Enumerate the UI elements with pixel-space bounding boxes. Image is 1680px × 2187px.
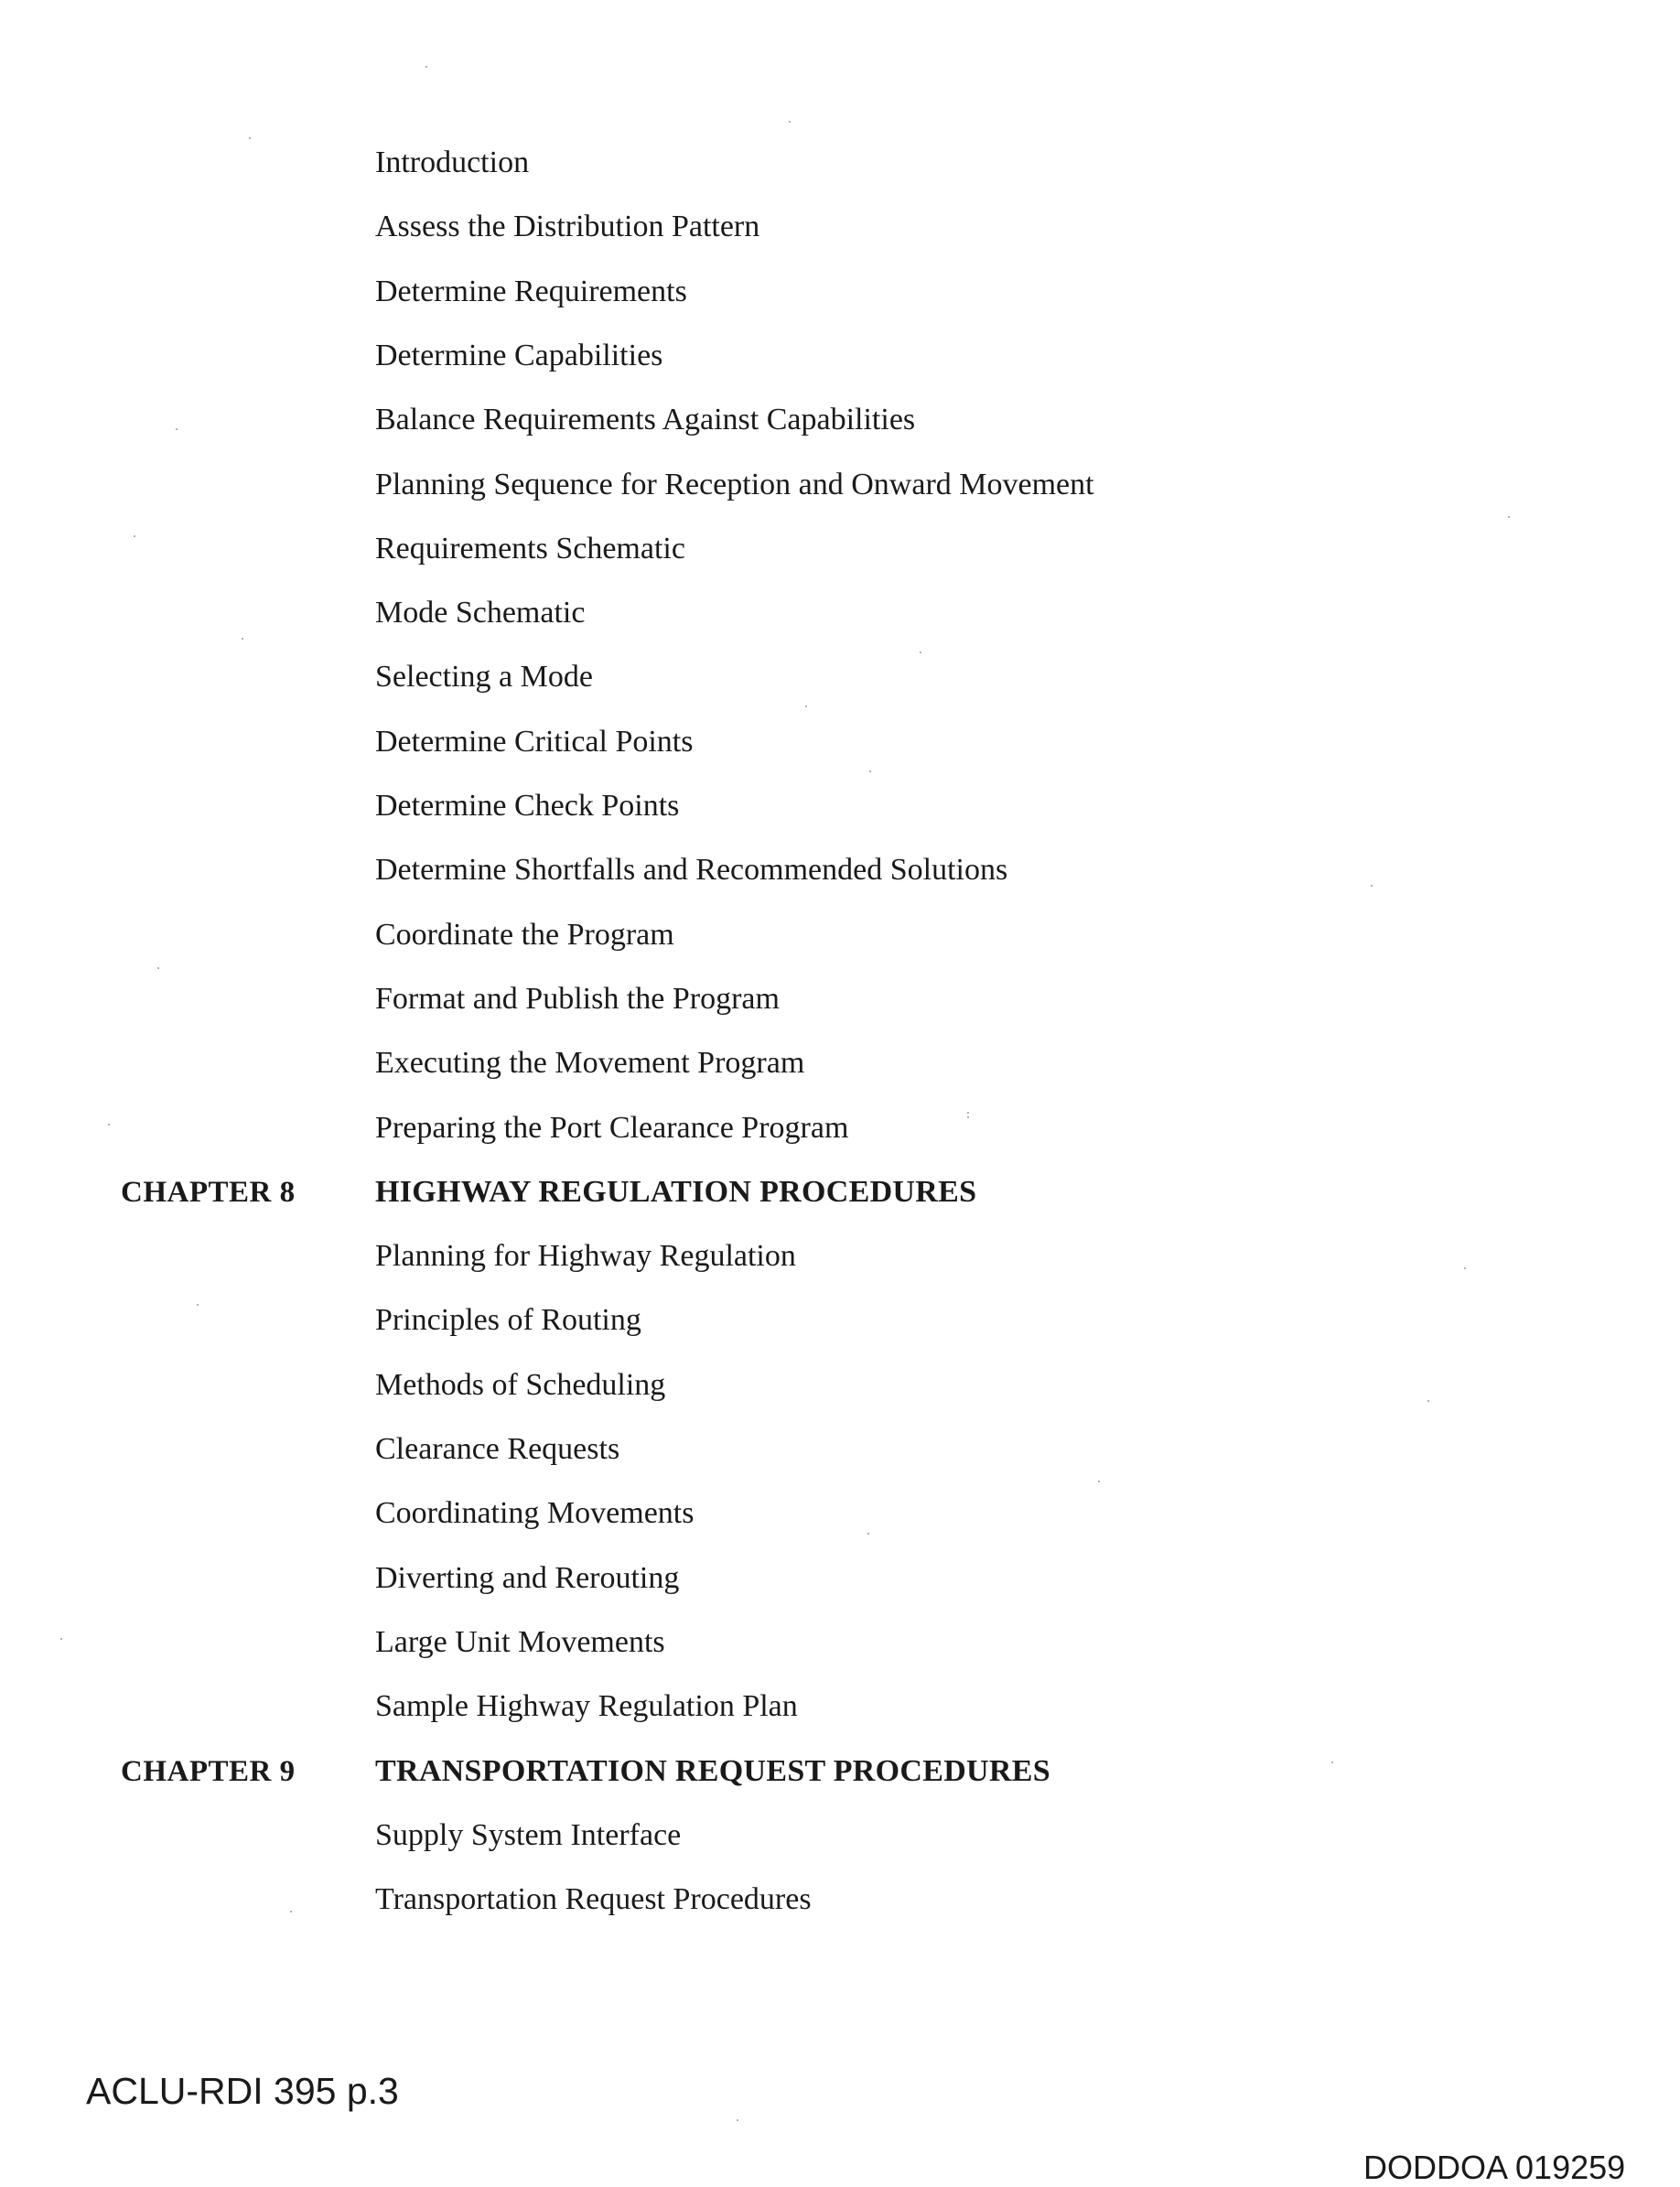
section-title: Sample Highway Regulation Plan xyxy=(375,1689,798,1723)
section-title: Principles of Routing xyxy=(375,1303,641,1337)
section-title: Introduction xyxy=(375,145,530,179)
bates-number: DODDOA 019259 xyxy=(1363,2149,1626,2186)
toc-entry xyxy=(0,522,1680,576)
section-title: Supply System Interface xyxy=(375,1818,682,1852)
scan-speck xyxy=(967,1112,969,1114)
toc-entry xyxy=(0,1808,1680,1863)
toc-entry xyxy=(0,1872,1680,1927)
section-title: Determine Critical Points xyxy=(375,725,694,759)
toc-entry xyxy=(0,586,1680,641)
scan-speck xyxy=(134,535,135,537)
section-title: Determine Shortfalls and Recommended Solutions xyxy=(375,853,1008,887)
section-title: Format and Publish the Program xyxy=(375,982,780,1016)
toc-entry xyxy=(0,779,1680,834)
toc-entry xyxy=(0,199,1680,254)
toc-entry xyxy=(0,1229,1680,1284)
scan-speck xyxy=(1427,1400,1429,1402)
toc-entry xyxy=(0,908,1680,963)
scan-speck xyxy=(737,2119,738,2121)
scan-speck xyxy=(197,1304,199,1306)
toc-entry xyxy=(0,1551,1680,1606)
chapter-number: CHAPTER 8 xyxy=(121,1176,296,1209)
section-title: Selecting a Mode xyxy=(375,660,593,694)
toc-entry xyxy=(0,972,1680,1027)
toc-entry xyxy=(0,1101,1680,1156)
toc-entry xyxy=(0,135,1680,190)
scan-speck xyxy=(1508,516,1510,518)
scan-speck xyxy=(789,121,791,123)
section-title: Planning for Highway Regulation xyxy=(375,1239,796,1273)
scan-speck xyxy=(1098,1481,1100,1482)
chapter-title: TRANSPORTATION REQUEST PROCEDURES xyxy=(375,1754,1050,1788)
section-title: Planning Sequence for Reception and Onward Movement xyxy=(375,468,1094,501)
scan-speck xyxy=(176,428,178,430)
scan-speck xyxy=(1371,885,1373,887)
section-title: Determine Capabilities xyxy=(375,339,663,372)
scan-speck xyxy=(242,638,243,640)
toc-entry xyxy=(0,715,1680,770)
section-title: Coordinate the Program xyxy=(375,918,674,952)
section-title: Large Unit Movements xyxy=(375,1625,665,1659)
section-title: Balance Requirements Against Capabilities xyxy=(375,403,916,436)
toc-entry xyxy=(0,458,1680,512)
section-title: Assess the Distribution Pattern xyxy=(375,210,760,243)
section-title: Diverting and Rerouting xyxy=(375,1561,680,1595)
document-stamp: ACLU-RDI 395 p.3 xyxy=(86,2070,399,2112)
scan-speck xyxy=(157,967,159,969)
section-title: Clearance Requests xyxy=(375,1432,620,1466)
toc-entry xyxy=(0,1358,1680,1413)
toc-entry xyxy=(0,1036,1680,1091)
section-title: Preparing the Port Clearance Program xyxy=(375,1111,849,1145)
toc-entry xyxy=(0,1293,1680,1348)
scan-speck xyxy=(805,706,807,707)
scan-speck xyxy=(869,770,871,772)
chapter-heading-row xyxy=(0,1744,1680,1799)
scan-speck xyxy=(290,1911,292,1912)
scan-speck xyxy=(967,1116,969,1118)
section-title: Transportation Request Procedures xyxy=(375,1882,812,1916)
scan-speck xyxy=(249,137,251,139)
toc-entry xyxy=(0,1679,1680,1734)
section-title: Determine Check Points xyxy=(375,789,680,823)
toc-entry xyxy=(0,393,1680,447)
toc-entry xyxy=(0,1422,1680,1477)
chapter-heading-row xyxy=(0,1165,1680,1220)
toc-entry xyxy=(0,1486,1680,1541)
toc-entry xyxy=(0,329,1680,383)
section-title: Requirements Schematic xyxy=(375,532,685,566)
toc-entry xyxy=(0,843,1680,898)
toc-entry xyxy=(0,650,1680,705)
scan-speck xyxy=(1464,1267,1466,1269)
section-title: Mode Schematic xyxy=(375,596,586,630)
section-title: Executing the Movement Program xyxy=(375,1046,805,1080)
scan-speck xyxy=(1331,1761,1333,1763)
toc-entry xyxy=(0,264,1680,319)
section-title: Methods of Scheduling xyxy=(375,1368,666,1402)
scan-speck xyxy=(867,1533,869,1535)
chapter-title: HIGHWAY REGULATION PROCEDURES xyxy=(375,1175,977,1209)
chapter-number: CHAPTER 9 xyxy=(121,1755,296,1788)
scan-speck xyxy=(108,1124,110,1126)
scan-speck xyxy=(60,1638,62,1640)
scan-speck xyxy=(425,66,427,68)
toc-entry xyxy=(0,1615,1680,1670)
section-title: Determine Requirements xyxy=(375,275,687,308)
scan-speck xyxy=(920,652,921,653)
section-title: Coordinating Movements xyxy=(375,1496,695,1530)
